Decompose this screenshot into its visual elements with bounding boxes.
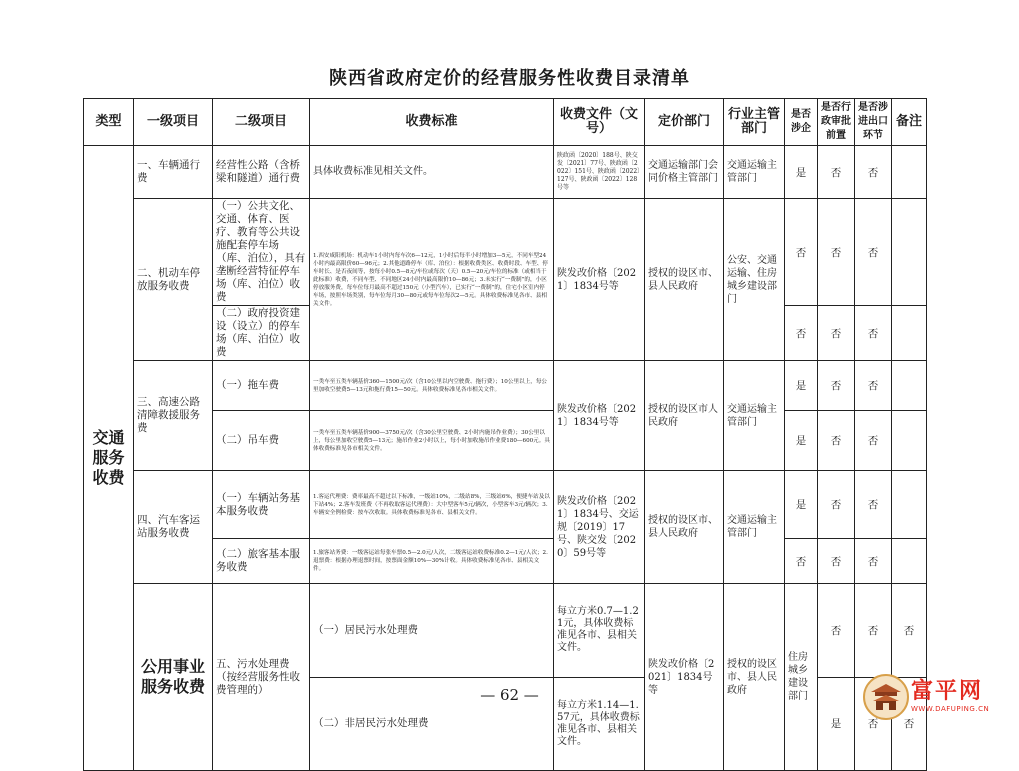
header-approval: 是否行政审批前置: [818, 99, 855, 146]
enterprise-cell: 是: [785, 361, 818, 411]
approval-cell: 否: [855, 677, 892, 771]
import-export-cell: 否: [855, 471, 892, 539]
dept-cell: 授权的设区市人民政府: [645, 361, 724, 471]
industry-cell: 交通运输主管部门: [724, 361, 785, 471]
header-standard: 收费标准: [310, 99, 554, 146]
enterprise-cell: 否: [785, 539, 818, 584]
note-cell: [892, 361, 927, 411]
approval-cell: 否: [818, 199, 855, 306]
level2-cell: （二）吊车费: [213, 411, 310, 471]
level1-cell: 五、污水处理费（按经营服务性收费管理的）: [213, 584, 310, 771]
approval-cell: 否: [855, 584, 892, 678]
doc-cell: 陕政函〔2020〕188号、陕交发〔2021〕77号、陕政函〔2022〕151号、陕政函〔2022〕127号、陕政函〔2022〕128号等: [554, 146, 645, 199]
standard-cell: 具体收费标准见相关文件。: [310, 146, 554, 199]
industry-cell: 公安、交通运输、住房城乡建设部门: [724, 199, 785, 361]
import-export-cell: 否: [855, 199, 892, 306]
approval-cell: 否: [818, 471, 855, 539]
type-public: 公用事业服务收费: [134, 584, 213, 771]
enterprise-cell: 否: [818, 584, 855, 678]
fee-catalog-table: [83, 98, 927, 771]
import-export-cell: 否: [855, 411, 892, 471]
header-enterprise: 是否涉企: [785, 99, 818, 146]
header-level2: 二级项目: [213, 99, 310, 146]
note-cell: [892, 539, 927, 584]
approval-cell: 否: [818, 306, 855, 361]
doc-cell: 陕发改价格〔2021〕1834号等: [554, 199, 645, 361]
industry-cell: 住房城乡建设部门: [785, 584, 818, 771]
note-cell: [892, 199, 927, 306]
approval-cell: 否: [818, 411, 855, 471]
import-export-cell: 否: [855, 306, 892, 361]
dept-cell: 授权的设区市、县人民政府: [645, 471, 724, 584]
import-export-cell: 否: [855, 361, 892, 411]
doc-cell: 陕发改价格〔2021〕1834号等: [645, 584, 724, 771]
standard-cell: 1.客运代理费：费率最高不超过以下标准，一级站10%，二级站8%，三级站6%，便捷车站及以下站4%；2.客车发班费（不再收取客运代理费）：大中型客车5元/辆次，小型客车3元/辆次；3.车辆安全例检费：按车次收取。具体收费标准见各市、县相关文件。: [310, 471, 554, 539]
dept-cell: 授权的设区市、县人民政府: [724, 584, 785, 771]
import-export-cell: 否: [892, 677, 927, 771]
import-export-cell: 否: [892, 584, 927, 678]
level1-cell: 二、机动车停放服务收费: [134, 199, 213, 361]
standard-cell: 一类车至五类车辆基价900—3750元/次（含30公里空驶费、2小时内施吊作业费）；30公里以上，每公里加收空驶费5—13元；施吊作业2小时以上，每小时加收施吊作业费180—600元。具体收费标准见各市相关文件。: [310, 411, 554, 471]
doc-cell: 陕发改价格〔2021〕1834号等: [554, 361, 645, 471]
enterprise-cell: 否: [785, 306, 818, 361]
header-import-export: 是否涉进出口环节: [855, 99, 892, 146]
header-dept: 定价部门: [645, 99, 724, 146]
watermark-seal-icon: [863, 674, 909, 720]
enterprise-cell: 否: [785, 199, 818, 306]
level1-cell: 一、车辆通行费: [134, 146, 213, 199]
import-export-cell: 否: [855, 539, 892, 584]
industry-cell: 交通运输主管部门: [724, 146, 785, 199]
enterprise-cell: 是: [785, 411, 818, 471]
table-row: [84, 199, 927, 306]
header-row: [84, 99, 927, 146]
site-watermark: [861, 672, 1011, 722]
table-row: [84, 471, 927, 539]
standard-cell: 1.西安咸阳机场：机动车1小时内每车次6—12元，1小时后每半小时增加3—5元，不同车型24小时内最高限价60—96元；2.其他道路停车（库、泊位）：根据收费类区、收费时段、车型、停车时长、是否夜间等，按每小时0.5—8元/车位或每次（天）0.5—20元/车位的标准（或相当于此标准）收费，不同车型、不同地区24小时内最高限价10—86元；3.未实行“一费制”的，小区停放服务费，每车位每月最高不超过150元（小型汽车），已实行“一费制”的，住宅小区室内停车场，按照车场类别，每车位每月30—80元或每车位每次2—5元。具体收费标准见各市、县相关文件。: [310, 199, 554, 361]
note-cell: [892, 146, 927, 199]
page-number: — 62 —: [480, 686, 539, 704]
page-title: 陕西省政府定价的经营服务性收费目录清单: [329, 68, 690, 89]
industry-cell: 交通运输主管部门: [724, 471, 785, 584]
level2-cell: （二）政府投资建设（设立）的停车场（库、泊位）收费: [213, 306, 310, 361]
level2-cell: （二）旅客基本服务收费: [213, 539, 310, 584]
dept-cell: 授权的设区市、县人民政府: [645, 199, 724, 361]
watermark-name: 富平网: [911, 679, 984, 704]
level2-cell: （一）拖车费: [213, 361, 310, 411]
level2-cell: （一）居民污水处理费: [310, 584, 554, 678]
dept-cell: 交通运输部门会同价格主管部门: [645, 146, 724, 199]
level2-cell: 经营性公路（含桥梁和隧道）通行费: [213, 146, 310, 199]
enterprise-cell: 是: [818, 677, 855, 771]
header-level1: 一级项目: [134, 99, 213, 146]
table-row: [84, 361, 927, 411]
note-cell: [892, 471, 927, 539]
level1-cell: 三、高速公路清障救援服务费: [134, 361, 213, 471]
approval-cell: 否: [818, 146, 855, 199]
standard-cell: 每立方米1.14—1.57元，具体收费标准见各市、县相关文件。: [554, 677, 645, 771]
header-type: 类型: [84, 99, 134, 146]
standard-cell: 一类车至五类车辆基价360—1500元/次（含10公里以内空驶费、拖行费）；10公里以上，每公里加收空驶费5—13元和拖行费15—50元。具体收费标准见各市相关文件。: [310, 361, 554, 411]
header-note: 备注: [892, 99, 927, 146]
note-cell: [892, 411, 927, 471]
type-transport: 交通服务收费: [84, 146, 134, 771]
table-row: [84, 146, 927, 199]
level2-cell: （一）公共文化、交通、体育、医疗、教育等公共设施配套停车场（库、泊位），具有垄断经营特征停车场（库、泊位）收费: [213, 199, 310, 306]
import-export-cell: 否: [855, 146, 892, 199]
approval-cell: 否: [818, 539, 855, 584]
header-industry: 行业主管部门: [724, 99, 785, 146]
table-row: [84, 584, 927, 678]
standard-cell: 每立方米0.7—1.21元，具体收费标准见各市、县相关文件。: [554, 584, 645, 678]
enterprise-cell: 是: [785, 471, 818, 539]
level1-cell: 四、汽车客运站服务收费: [134, 471, 213, 584]
standard-cell: 1.旅客站务费：一级客运站每张车票0.5—2.0元/人次，二级客运站收费标准0.2—1元/人次；2.退票费：根据办理退票时间，按票面金额10%—30%计收。具体收费标准见各市、县相关文件。: [310, 539, 554, 584]
approval-cell: 否: [818, 361, 855, 411]
doc-cell: 陕发改价格〔2021〕1834号、交运规〔2019〕17号、陕交发〔2020〕59号等: [554, 471, 645, 584]
level2-cell: （二）非居民污水处理费: [310, 677, 554, 771]
enterprise-cell: 是: [785, 146, 818, 199]
level2-cell: （一）车辆站务基本服务收费: [213, 471, 310, 539]
note-cell: [892, 306, 927, 361]
header-doc: 收费文件（文号）: [554, 99, 645, 146]
watermark-url: WWW.DAFUPING.CN: [911, 705, 990, 713]
